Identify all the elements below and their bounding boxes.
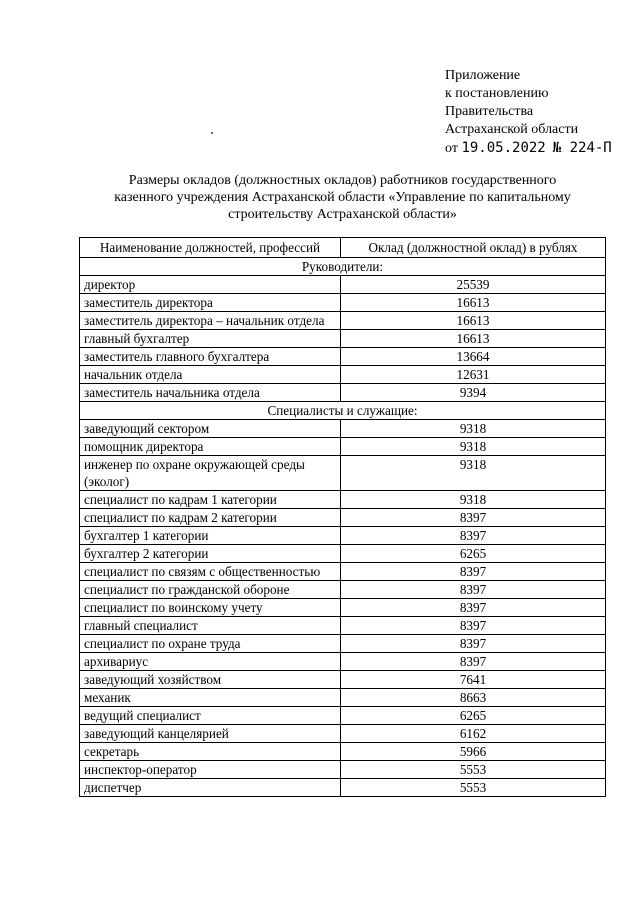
title-line: строительству Астраханской области»: [228, 207, 457, 222]
position-name: бухгалтер 1 категории: [80, 527, 341, 545]
table-row: [80, 384, 606, 402]
table-header-row: [80, 238, 606, 258]
position-name: ведущий специалист: [80, 707, 341, 725]
document-title: [80, 172, 605, 223]
salary-value: 9318: [341, 491, 606, 509]
table-row: [80, 581, 606, 599]
table-row: [80, 761, 606, 779]
position-name: главный бухгалтер: [80, 330, 341, 348]
salary-table: [79, 237, 606, 797]
position-name: заведующий сектором: [80, 420, 341, 438]
appendix-header: [445, 67, 612, 158]
decree-date: 19.05.2022: [461, 140, 546, 156]
position-name: заместитель главного бухгалтера: [80, 348, 341, 366]
section-heading: Специалисты и служащие:: [80, 402, 606, 420]
salary-value: 8397: [341, 563, 606, 581]
salary-value: 6265: [341, 707, 606, 725]
salary-value: 16613: [341, 312, 606, 330]
salary-value: 5553: [341, 761, 606, 779]
table-row: [80, 348, 606, 366]
position-name: специалист по кадрам 2 категории: [80, 509, 341, 527]
position-name: архивариус: [80, 653, 341, 671]
position-name: главный специалист: [80, 617, 341, 635]
table-body: [80, 258, 606, 797]
column-header-salary: Оклад (должностной оклад) в рублях: [341, 238, 606, 258]
table-row: [80, 527, 606, 545]
salary-value: 5966: [341, 743, 606, 761]
salary-value: 8663: [341, 689, 606, 707]
table-row: [80, 420, 606, 438]
position-name: механик: [80, 689, 341, 707]
salary-value: 6265: [341, 545, 606, 563]
salary-value: 9394: [341, 384, 606, 402]
salary-value: 9318: [341, 438, 606, 456]
table-row: [80, 707, 606, 725]
table-row: [80, 743, 606, 761]
appendix-line: Астраханской области: [445, 122, 579, 137]
table-row: [80, 617, 606, 635]
title-line: казенного учреждения Астраханской области «Управление по капитальному: [114, 190, 571, 205]
salary-value: 8397: [341, 581, 606, 599]
section-row: [80, 402, 606, 420]
salary-value: 13664: [341, 348, 606, 366]
position-name: директор: [80, 276, 341, 294]
position-name: заместитель начальника отдела: [80, 384, 341, 402]
position-name: специалист по кадрам 1 категории: [80, 491, 341, 509]
table-row: [80, 671, 606, 689]
table-row: [80, 438, 606, 456]
table-row: [80, 276, 606, 294]
salary-value: 8397: [341, 617, 606, 635]
table-row: [80, 330, 606, 348]
salary-value: 8397: [341, 635, 606, 653]
position-name: диспетчер: [80, 779, 341, 797]
salary-value: 8397: [341, 599, 606, 617]
section-heading: Руководители:: [80, 258, 606, 276]
salary-value: 8397: [341, 653, 606, 671]
salary-value: 16613: [341, 330, 606, 348]
salary-value: 25539: [341, 276, 606, 294]
position-name: заместитель директора – начальник отдела: [80, 312, 341, 330]
position-name: секретарь: [80, 743, 341, 761]
salary-value: 5553: [341, 779, 606, 797]
salary-value: 7641: [341, 671, 606, 689]
position-name: специалист по гражданской обороне: [80, 581, 341, 599]
position-name: помощник директора: [80, 438, 341, 456]
table-row: [80, 653, 606, 671]
position-name: инженер по охране окружающей среды (эколог): [80, 456, 341, 491]
table-row: [80, 366, 606, 384]
position-name: специалист по охране труда: [80, 635, 341, 653]
salary-value: 9318: [341, 420, 606, 438]
table-row: [80, 599, 606, 617]
position-name: бухгалтер 2 категории: [80, 545, 341, 563]
table-row: [80, 635, 606, 653]
salary-value: 16613: [341, 294, 606, 312]
position-name: заведующий канцелярией: [80, 725, 341, 743]
decree-number: № 224-П: [552, 140, 612, 156]
table-row: [80, 563, 606, 581]
appendix-line: к постановлению: [445, 86, 549, 101]
position-name: инспектор-оператор: [80, 761, 341, 779]
table-row: [80, 294, 606, 312]
salary-value: 12631: [341, 366, 606, 384]
position-name: заместитель директора: [80, 294, 341, 312]
table-row: [80, 725, 606, 743]
salary-value: 6162: [341, 725, 606, 743]
scan-speck: [211, 132, 213, 134]
position-name: заведующий хозяйством: [80, 671, 341, 689]
table-row: [80, 779, 606, 797]
salary-value: 9318: [341, 456, 606, 491]
decree-date-line: [445, 139, 612, 158]
salary-value: 8397: [341, 527, 606, 545]
date-prefix: от: [445, 141, 458, 156]
table-row: [80, 509, 606, 527]
title-line: Размеры окладов (должностных окладов) работников государственного: [128, 173, 557, 188]
position-name: начальник отдела: [80, 366, 341, 384]
column-header-position: Наименование должностей, профессий: [80, 238, 341, 258]
section-row: [80, 258, 606, 276]
salary-value: 8397: [341, 509, 606, 527]
table-row: [80, 491, 606, 509]
appendix-line: Правительства: [445, 104, 534, 119]
position-name: специалист по связям с общественностью: [80, 563, 341, 581]
appendix-line: Приложение: [445, 68, 521, 83]
table-row: [80, 545, 606, 563]
table-row: [80, 312, 606, 330]
table-row: [80, 689, 606, 707]
table-row: [80, 456, 606, 491]
position-name: специалист по воинскому учету: [80, 599, 341, 617]
